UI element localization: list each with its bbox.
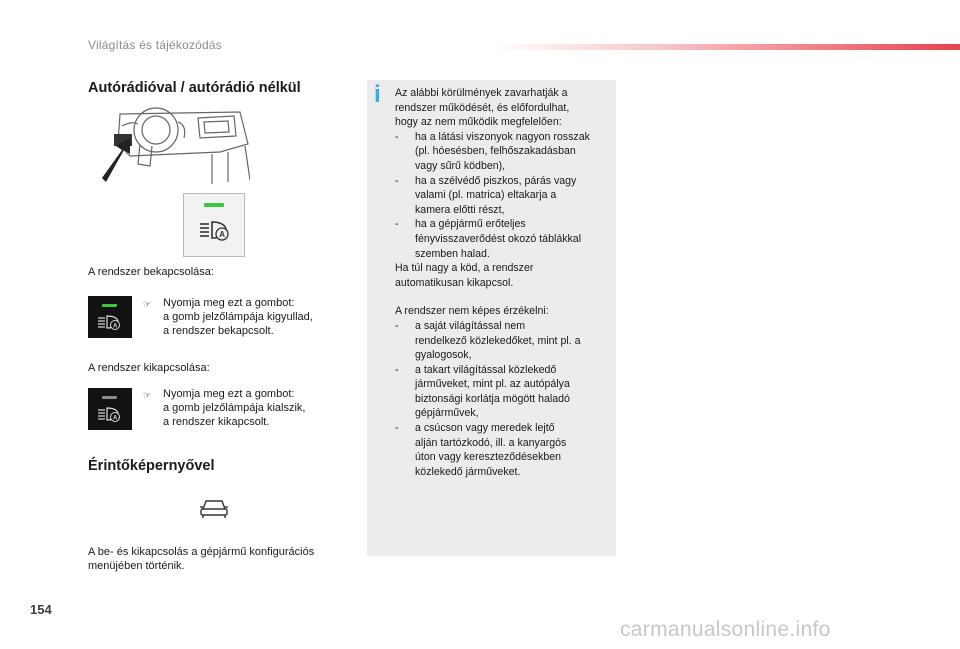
undetected-line: úton vagy kereszteződésekben [415,451,562,464]
deactivate-step-2: a gomb jelzőlámpája kialszik, [163,402,306,414]
condition-line: szemben halad. [415,247,490,260]
cannot-detect-label: A rendszer nem képes érzékelni: [395,305,549,318]
undetected-line: biztonsági korlátja mögött haladó [415,392,570,405]
undetected-line: közlekedő járműveket. [415,465,521,478]
undetected-item: - a takart világítással közlekedő járműveket, mint pl. az autópálya biztonsági korlátja mögött haladó gépjárművek, [395,363,613,421]
heading-radio: Autórádióval / autórádió nélkül [88,80,301,96]
activate-steps [143,296,343,338]
info-intro-3: hogy az nem működik megfelelően: [395,116,562,129]
auto-high-beam-icon [198,219,232,241]
undetected-line: a csúcson vagy meredek lejtő [415,422,555,435]
touch-note-line-1: A be- és kikapcsolás a gépjármű konfigurációs [88,546,315,558]
info-text [395,86,613,479]
activate-step-2: a gomb jelzőlámpája kigyullad, [163,311,313,323]
undetected-line: gépjárművek, [415,407,479,420]
fog-note-1: Ha túl nagy a köd, a rendszer [395,262,534,275]
deactivate-step-1: Nyomja meg ezt a gombot: [163,388,295,400]
condition-line: kamera előtti részt, [415,203,505,216]
condition-line: ha a látási viszonyok nagyon rosszak [415,130,590,143]
condition-line: (pl. hóesésben, felhőszakadásban [415,145,576,158]
undetected-line: alján tartózkodó, ill. a kanyargós [415,436,567,449]
button-panel-image [183,193,245,257]
dashboard-illustration [100,104,250,188]
button-off-image [88,388,132,430]
svg-text:A: A [219,230,225,240]
undetected-line: járműveket, mint pl. az autópálya [415,378,570,391]
svg-text:A: A [113,323,118,330]
condition-line: vagy sűrű ködben), [415,159,506,172]
info-intro-2: rendszer működését, és előfordulhat, [395,101,570,114]
fog-note-2: automatikusan kikapcsol. [395,276,514,289]
auto-high-beam-icon [97,406,123,422]
deactivate-label: A rendszer kikapcsolása: [88,362,210,374]
arrow-icon: ☞ [143,390,152,400]
undetected-line: rendelkező közlekedőket, mint pl. a [415,334,581,347]
info-icon: i [374,81,381,108]
svg-text:A: A [113,415,118,422]
condition-line: ha a szélvédő piszkos, párás vagy [415,174,577,187]
activate-step-3: a rendszer bekapcsolt. [163,325,274,337]
arrow-icon: ☞ [143,299,152,309]
activate-label: A rendszer bekapcsolása: [88,266,214,278]
led-off [102,396,117,399]
undetected-line: gyalogosok, [415,349,472,362]
header-accent-bar [490,44,960,50]
undetected-item: - a saját világítással nem rendelkező közlekedőket, mint pl. a gyalogosok, [395,319,613,363]
page-number: 154 [30,602,52,617]
undetected-line: a saját világítással nem [415,319,526,332]
activate-step-1: Nyomja meg ezt a gombot: [163,297,295,309]
info-intro-1: Az alábbi körülmények zavarhatják a [395,87,568,99]
touchscreen-note [88,545,358,573]
undetected-item: - a csúcson vagy meredek lejtő alján tartózkodó, ill. a kanyargós úton vagy kereszteződésekben közlekedő járműveket. [395,421,613,479]
led-on [102,304,117,307]
condition-item: - ha a látási viszonyok nagyon rosszak (pl. hóesésben, felhőszakadásban vagy sűrű ködben), [395,130,613,174]
touch-note-line-2: menüjében történik. [88,560,185,572]
condition-line: valami (pl. matrica) eltakarja a [415,189,557,202]
deactivate-step-3: a rendszer kikapcsolt. [163,416,270,428]
undetected-line: a takart világítással közlekedő [415,363,557,376]
condition-line: ha a gépjármű erőteljes [415,218,526,231]
condition-line: fényvisszaverődést okozó táblákkal [415,232,582,245]
car-icon [199,497,229,519]
button-on-image [88,296,132,338]
condition-item: - ha a gépjármű erőteljes fényvisszaverődést okozó táblákkal szemben halad. [395,217,613,261]
deactivate-steps [143,387,343,429]
heading-touchscreen: Érintőképernyővel [88,458,215,474]
auto-high-beam-icon [97,314,123,330]
section-title: Világítás és tájékozódás [88,38,222,52]
watermark: carmanualsonline.info [620,618,831,641]
condition-item: - ha a szélvédő piszkos, párás vagy valami (pl. matrica) eltakarja a kamera előtti részt, [395,174,613,218]
led-indicator [204,203,224,207]
